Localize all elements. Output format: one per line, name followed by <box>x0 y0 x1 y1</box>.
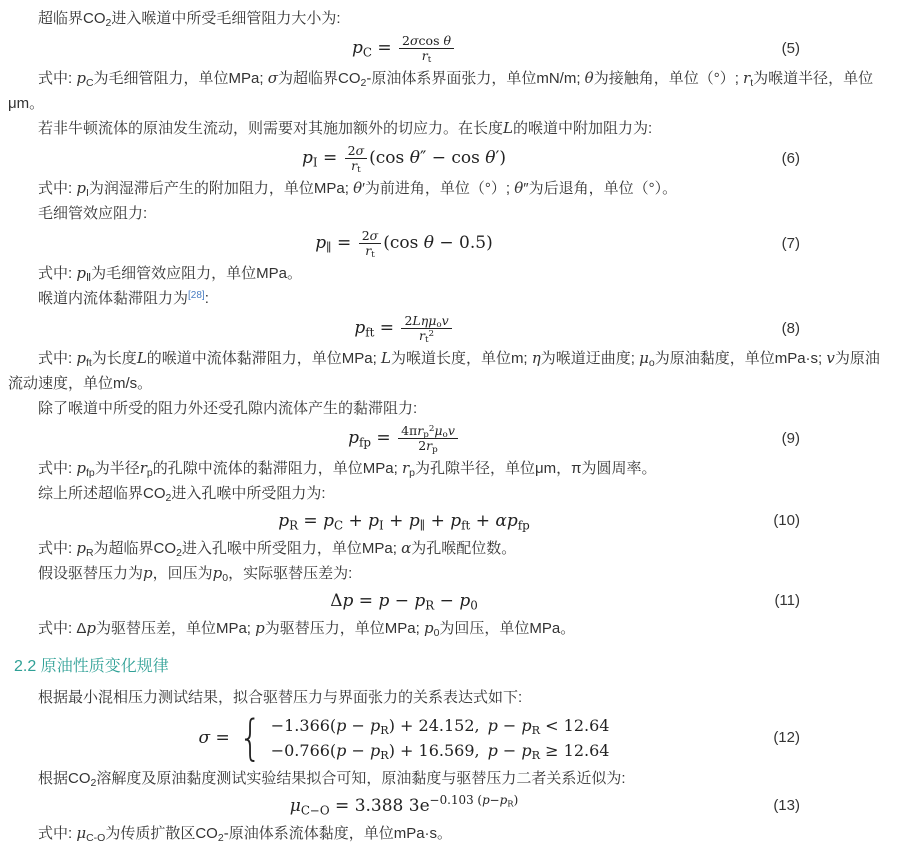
subscript: ft <box>85 356 92 369</box>
subscript: 2 <box>360 76 367 89</box>
text-run: ，实际驱替压差为: <box>228 565 353 582</box>
paragraph <box>8 66 890 116</box>
equation-number: (11) <box>774 592 800 609</box>
variable: p <box>302 148 313 168</box>
text-run: = <box>371 428 397 448</box>
subscript: t <box>425 335 429 346</box>
variable: p <box>370 741 381 760</box>
numerator <box>401 313 451 331</box>
subscript: p <box>146 466 153 479</box>
text-run: < 12.64 <box>540 716 610 735</box>
subscript: I <box>312 155 318 170</box>
subscript: p <box>409 466 415 479</box>
variable: L <box>136 349 147 367</box>
subscript: I <box>379 518 384 533</box>
text-run: ) <box>513 793 519 808</box>
text-run: 为驱替压力，单位MPa; <box>264 620 424 637</box>
text-run: 的孔隙中流体的黏滞阻力，单位MPa; <box>152 460 402 477</box>
variable: μ <box>289 796 301 816</box>
text-run: ) + 16.569, <box>388 741 488 760</box>
text-run: 喉道内流体黏滞阻力为 <box>38 290 189 307</box>
variable: L <box>503 119 513 137</box>
variable: p <box>506 511 518 531</box>
subscript: o <box>648 356 655 369</box>
variable: p <box>499 793 508 808</box>
denominator <box>359 243 382 261</box>
text-run: = <box>210 727 236 748</box>
text-run: ) + 24.152, <box>388 716 488 735</box>
subscript: fp <box>85 466 95 479</box>
text-run: 为孔喉配位数。 <box>411 540 517 557</box>
text-run: + <box>425 511 451 531</box>
text-run: = <box>353 591 379 611</box>
subscript: fp <box>359 435 372 450</box>
denominator <box>401 328 451 346</box>
case-row <box>271 713 610 738</box>
equation-number: (6) <box>781 149 800 167</box>
subscript: 2 <box>165 491 172 504</box>
variable: μ <box>639 349 649 367</box>
variable: p <box>143 564 153 582</box>
text-run: 为接触角，单位（°）; <box>593 70 744 87</box>
subscript: ft <box>365 325 375 340</box>
variable: p <box>487 716 498 735</box>
text-run: 为喉道长度，单位m; <box>390 350 532 367</box>
variable: p <box>408 511 420 531</box>
variable: θ <box>514 179 524 197</box>
text-run: 式中: <box>38 265 77 282</box>
text-run: -原油体系流体黏度，单位mPa·s。 <box>223 825 453 842</box>
text-run: 的喉道中附加阻力为: <box>512 120 653 137</box>
variable: η <box>531 349 541 367</box>
variable: σ <box>410 33 419 48</box>
variable: θ <box>443 33 451 48</box>
text-run: 的喉道中流体黏滞阻力，单位MPa; <box>146 350 381 367</box>
subscript: C−O <box>300 803 330 818</box>
variable: μ <box>434 423 443 438</box>
text-run: 假设驱替压力为 <box>38 565 144 582</box>
text-run: 为原油流动速度，单位m/s。 <box>8 350 880 392</box>
text-run: 为孔隙半径，单位μm，π为圆周率。 <box>414 460 657 477</box>
variable: v <box>447 423 455 438</box>
text-run: − <box>497 716 522 735</box>
variable: μ <box>76 824 87 842</box>
fraction <box>398 423 458 456</box>
paragraph <box>8 766 890 791</box>
variable: r <box>417 423 424 438</box>
variable: p <box>76 539 86 557</box>
subscript: ft <box>461 518 471 533</box>
subscript: C-O <box>86 831 106 844</box>
equation <box>8 143 800 176</box>
paragraph <box>8 286 890 311</box>
variable: p <box>521 716 532 735</box>
variable: p <box>414 591 426 611</box>
formula <box>302 143 506 176</box>
subscript: 2 <box>176 546 182 559</box>
variable: p <box>212 564 223 582</box>
paragraph <box>8 201 890 226</box>
text-run: 进入孔喉中所受阻力为: <box>171 485 326 502</box>
variable: r <box>419 328 425 343</box>
variable: p <box>482 793 490 808</box>
text-run: − <box>346 716 370 735</box>
variable: μ <box>428 313 437 328</box>
text-run: = 3.388 3e <box>329 796 430 816</box>
subscript: C <box>333 518 344 533</box>
variable: p <box>76 264 86 282</box>
variable: σ <box>355 143 365 158</box>
paragraph <box>8 821 890 846</box>
text-run: 式中: <box>38 825 77 842</box>
subscript: R <box>531 749 541 763</box>
text-run: 若非牛顿流体的原油发生流动，则需要对其施加额外的切应力。在长度 <box>38 120 504 137</box>
text-run: 根据CO <box>38 770 91 787</box>
text-run: 式中: Δ <box>38 620 87 637</box>
superscript: 2 <box>428 424 435 435</box>
subscript: 0 <box>433 626 440 639</box>
formula <box>330 591 478 611</box>
text-run: 除了喉道中所受的阻力外还受孔隙内流体产生的黏滞阻力: <box>38 400 418 417</box>
variable: p <box>348 428 359 448</box>
text-run: ″ − cos <box>419 148 486 168</box>
equation-number: (8) <box>781 319 800 337</box>
denominator <box>345 158 368 176</box>
subscript: R <box>507 798 514 809</box>
variable: p <box>336 716 347 735</box>
text-run: 2 <box>404 313 413 328</box>
variable: p <box>76 179 86 197</box>
text-run: 2 <box>347 143 356 158</box>
text-run: 为毛细管效应阻力，单位MPa。 <box>91 265 302 282</box>
text-run: + <box>470 511 496 531</box>
variable: η <box>420 313 429 328</box>
text-run: ≥ 12.64 <box>540 741 610 760</box>
formula <box>354 313 453 346</box>
paragraph <box>8 456 890 481</box>
subscript: t <box>427 55 432 66</box>
text-run: (cos <box>383 233 424 253</box>
variable: θ <box>584 69 594 87</box>
variable: p <box>342 591 354 611</box>
paragraph <box>8 6 890 31</box>
text-run: = <box>371 38 398 58</box>
text-run: − <box>346 741 370 760</box>
case-row <box>271 738 610 763</box>
fraction <box>359 228 382 261</box>
paragraph <box>8 561 890 586</box>
equation-number: (7) <box>781 234 800 252</box>
paragraph <box>8 616 890 641</box>
text-run: 为喉道半径，单位μm。 <box>8 70 874 112</box>
text-run: 为超临界CO <box>93 540 177 557</box>
subscript: R <box>289 518 299 533</box>
text-run: − 0.5) <box>434 233 493 253</box>
text-run: ′) <box>495 148 506 168</box>
text-run: 2 <box>361 228 370 243</box>
piecewise-cases <box>235 710 610 766</box>
superscript: 2 <box>428 329 435 340</box>
text-run: 式中: <box>38 180 77 197</box>
paragraph <box>8 396 890 421</box>
text-run: 4π <box>401 423 418 438</box>
equation-number: (10) <box>773 512 800 529</box>
variable: p <box>323 511 334 531</box>
text-run: 进入孔喉中所受阻力，单位MPa; <box>181 540 402 557</box>
paragraph <box>8 346 890 396</box>
variable: p <box>378 591 390 611</box>
equation <box>8 313 800 346</box>
variable: p <box>255 619 265 637</box>
equation <box>8 228 800 261</box>
paragraph <box>8 116 890 141</box>
formula <box>348 423 460 456</box>
text-run: 为润湿滞后产生的附加阻力，单位MPa; <box>88 180 354 197</box>
subscript: t <box>371 250 375 261</box>
text-run: 毛细管效应阻力: <box>38 205 148 222</box>
paragraph <box>8 536 890 561</box>
subscript: 2 <box>105 16 112 29</box>
text-run: 为回压，单位MPa。 <box>439 620 576 637</box>
variable: α <box>495 511 507 531</box>
text-run: − <box>434 591 460 611</box>
subscript: ∥ <box>326 240 332 255</box>
text-run: 进入喉道中所受毛细管阻力大小为: <box>111 10 341 27</box>
formula <box>198 710 610 766</box>
text-run: 为毛细管阻力，单位MPa; <box>93 70 268 87</box>
fraction <box>401 313 451 346</box>
fraction <box>345 143 368 176</box>
subscript: p <box>423 430 429 441</box>
text-run: Δ <box>330 591 343 611</box>
equation-number: (13) <box>773 797 800 814</box>
text-run: = <box>331 233 357 253</box>
text-run: 式中: <box>38 460 77 477</box>
text-run: −0.103 ( <box>429 793 483 808</box>
text-run: 为驱替压差，单位MPa; <box>95 620 256 637</box>
text-run: 式中: <box>38 350 77 367</box>
denominator <box>399 48 454 66</box>
variable: p <box>76 69 86 87</box>
subscript: o <box>442 430 448 441</box>
variable: p <box>487 741 498 760</box>
variable: θ <box>353 179 363 197</box>
variable: p <box>521 741 532 760</box>
variable: L <box>380 349 391 367</box>
formula <box>351 33 456 66</box>
text-run: cos <box>418 33 444 48</box>
subscript: ∥ <box>419 518 426 533</box>
equation <box>8 794 800 818</box>
subscript: R <box>85 546 94 559</box>
case-rows <box>271 713 610 763</box>
variable: σ <box>369 228 379 243</box>
text-run: + <box>383 511 409 531</box>
text-run: (cos <box>369 148 410 168</box>
text-run: ′为前进角，单位（°）; <box>362 180 515 197</box>
variable: σ <box>198 727 211 748</box>
subscript: I <box>85 186 89 199</box>
section-heading: 2.2 原油性质变化规律 <box>14 658 169 675</box>
variable: r <box>743 69 751 87</box>
text-run: 为半径 <box>94 460 140 477</box>
left-brace: { <box>238 710 262 766</box>
subscript: Ⅱ <box>85 271 92 284</box>
variable: p <box>76 459 86 477</box>
citation-link[interactable]: [28] <box>188 290 205 301</box>
text-run: − <box>497 741 522 760</box>
equation <box>8 423 800 456</box>
paragraph <box>8 481 890 506</box>
numerator <box>399 34 454 48</box>
variable: p <box>336 741 347 760</box>
subscript: R <box>380 724 389 738</box>
text-run: −0.766( <box>270 741 337 760</box>
text-run: 超临界CO <box>38 10 106 27</box>
variable: p <box>370 716 381 735</box>
variable: p <box>368 511 380 531</box>
subscript: C <box>362 45 372 60</box>
subscript: R <box>531 724 541 738</box>
variable: p <box>86 619 96 637</box>
equation-number: (5) <box>781 39 800 57</box>
text-run: ″为后退角，单位（°）。 <box>523 180 678 197</box>
subscript: C <box>85 76 94 89</box>
variable: r <box>426 438 433 453</box>
subscript: t <box>357 165 361 176</box>
variable: r <box>139 459 147 477</box>
subscript: 0 <box>222 571 229 584</box>
paragraph <box>8 261 890 286</box>
exponent <box>430 793 519 807</box>
formula <box>289 793 519 818</box>
equation-number: (9) <box>781 429 800 447</box>
text-run: = <box>317 148 343 168</box>
text-run: = <box>298 511 324 531</box>
text-run: 2 <box>418 438 427 453</box>
variable: r <box>421 48 428 63</box>
text-run: 综上所述超临界CO <box>38 485 166 502</box>
text-run: : <box>204 290 209 307</box>
text-run: − <box>389 591 415 611</box>
variable: σ <box>267 69 278 87</box>
text-run: − <box>489 793 500 808</box>
variable: p <box>354 318 366 338</box>
paragraph <box>8 685 890 710</box>
text-run: + <box>343 511 369 531</box>
variable: α <box>401 539 412 557</box>
subscript: t <box>750 76 754 89</box>
numerator <box>398 423 458 441</box>
subscript: fp <box>517 518 530 533</box>
variable: p <box>278 511 290 531</box>
variable: θ <box>409 148 420 168</box>
equation <box>8 589 800 613</box>
variable: v <box>826 349 835 367</box>
variable: p <box>459 591 471 611</box>
equation <box>8 710 800 766</box>
variable: θ <box>423 233 434 253</box>
equation <box>8 33 800 66</box>
text-run: 为超临界CO <box>277 70 361 87</box>
variable: p <box>76 349 86 367</box>
variable: r <box>351 158 358 173</box>
paragraph <box>8 176 890 201</box>
text-run: 为喉道迂曲度; <box>540 350 640 367</box>
variable: θ <box>485 148 496 168</box>
subscript: p <box>432 445 438 456</box>
subscript: 0 <box>470 598 478 613</box>
denominator <box>398 438 458 456</box>
text-run: 为原油黏度，单位mPa·s; <box>654 350 827 367</box>
fraction <box>399 33 454 66</box>
text-run: 为传质扩散区CO <box>105 825 218 842</box>
variable: v <box>441 313 449 328</box>
text-run: 2 <box>402 33 410 48</box>
subscript: o <box>436 320 442 331</box>
text-run: 式中: <box>38 70 77 87</box>
subscript: 2 <box>90 776 97 789</box>
text-run: 溶解度及原油黏度测试实验结果拟合可知，原油黏度与驱替压力二者关系近似为: <box>96 770 626 787</box>
variable: r <box>401 459 410 477</box>
formula <box>278 511 530 531</box>
text-run: −1.366( <box>270 716 337 735</box>
numerator <box>345 144 368 158</box>
text-run: 根据最小混相压力测试结果，拟合驱替压力与界面张力的关系表达式如下: <box>38 689 523 706</box>
text-run: = <box>374 318 400 338</box>
variable: L <box>412 313 421 328</box>
text-run: ，回压为 <box>152 565 213 582</box>
numerator <box>359 229 382 243</box>
variable: r <box>365 243 372 258</box>
equation <box>8 509 800 533</box>
variable: p <box>450 511 462 531</box>
text-run: -原油体系界面张力，单位mN/m; <box>366 70 585 87</box>
text-run: 式中: <box>38 540 77 557</box>
variable: p <box>315 233 327 253</box>
formula <box>315 228 493 261</box>
variable: p <box>351 38 363 58</box>
equation-number: (12) <box>773 729 800 746</box>
subscript: 2 <box>217 831 224 844</box>
text-run: 为长度 <box>91 350 137 367</box>
variable: p <box>423 619 434 637</box>
subscript: R <box>380 749 389 763</box>
subscript: R <box>425 598 435 613</box>
